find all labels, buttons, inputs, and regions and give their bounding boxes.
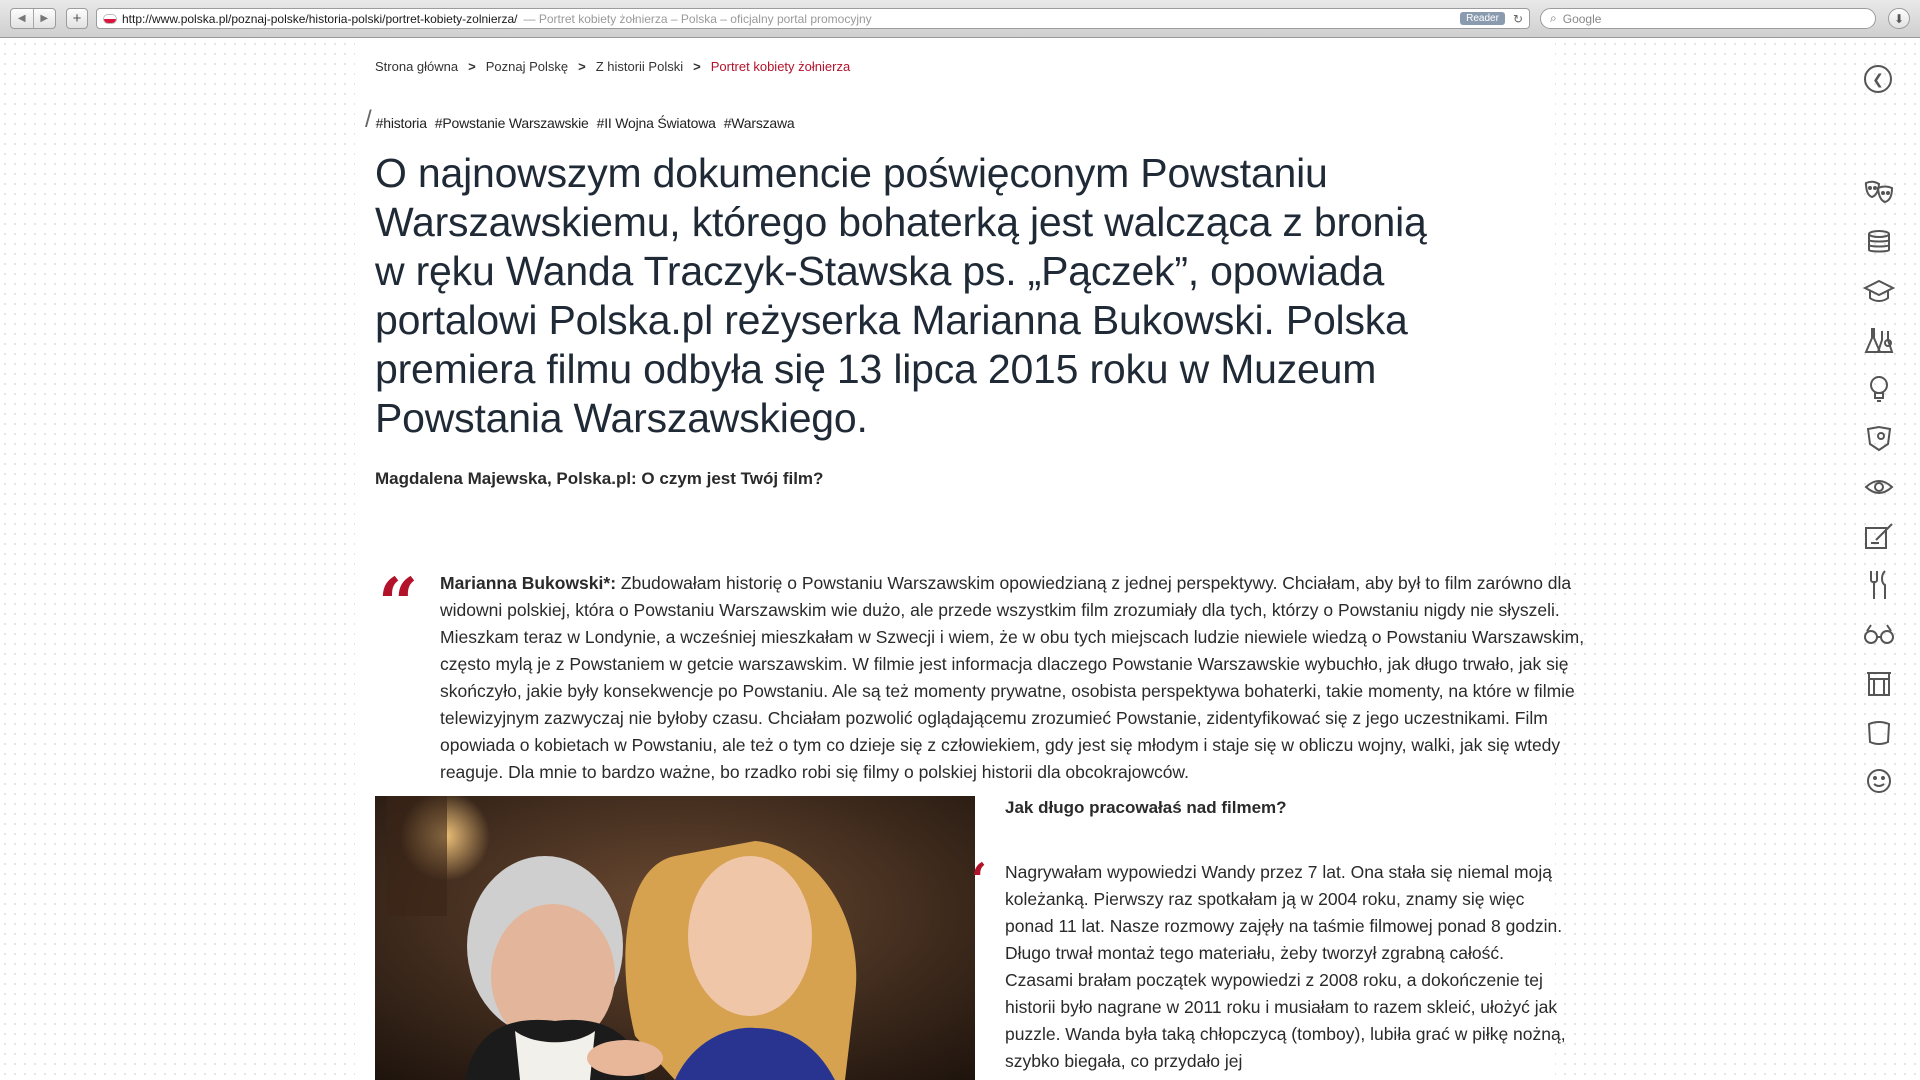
tag-historia[interactable]: #historia bbox=[375, 115, 427, 131]
breadcrumb-home[interactable]: Strona główna bbox=[375, 59, 459, 74]
graduation-cap-icon[interactable] bbox=[1862, 274, 1896, 308]
shopping-bag-icon[interactable] bbox=[1862, 715, 1896, 749]
quote-mark-small-icon: ‘ bbox=[971, 853, 988, 907]
reader-button[interactable]: Reader bbox=[1460, 12, 1505, 25]
arrow-left-icon: ◀ bbox=[17, 13, 26, 24]
url-text[interactable]: http://www.polska.pl/poznaj-polske/historia-polski/portret-kobiety-zolnierza/ bbox=[122, 11, 518, 26]
tag-divider-icon: / bbox=[365, 106, 372, 133]
category-sidebar bbox=[1856, 39, 1904, 1080]
page-title-text: — Portret kobiety żołnierza – Polska – oficjalny portal promocyjny bbox=[523, 11, 872, 26]
new-tab-button[interactable] bbox=[66, 8, 88, 29]
theater-masks-icon[interactable] bbox=[1862, 176, 1896, 210]
portrait-photo-illustration bbox=[375, 796, 975, 1080]
download-icon: ⬇ bbox=[1893, 11, 1905, 26]
science-flask-icon[interactable] bbox=[1862, 323, 1896, 357]
pencil-note-icon[interactable] bbox=[1862, 519, 1896, 553]
interview-answer-2: Nagrywałam wypowiedzi Wandy przez 7 lat. Ona stała się niemal moją koleżanką. Pierwszy raz spotkałam ją w 2004 roku, znamy się więc ponad 11 lat. Nasze rozmowy zajęły na taśmie filmowej ponad 8 godzin. Długo trwał montaż tego materiału, żeby tworzył zgrabną całość. Czasami brałam początek wypowiedzi z 2008 roku, a dokończenie tej historii było nagrane w 2011 roku i musiałam to razem skleić, ułożyć jak puzzle. Wanda była taką chłopczycą (tomboy), lubiła grać w piłkę nożną, szybko biegała, co przydało jej bbox=[1005, 862, 1566, 1071]
search-icon: ⌕ bbox=[1550, 11, 1557, 25]
building-icon[interactable] bbox=[1862, 666, 1896, 700]
tag-ii-wojna-swiatowa[interactable]: #II Wojna Światowa bbox=[596, 115, 716, 131]
quote-mark-icon: “ bbox=[378, 562, 419, 645]
tag-powstanie-warszawskie[interactable]: #Powstanie Warszawskie bbox=[434, 115, 589, 131]
article-headline: O najnowszym dokumencie poświęconym Powstaniu Warszawskiemu, którego bohaterką jest walcząca z bronią w ręku Wanda Traczyk-Stawska ps. „Pączek”, opowiada portalowi Polska.pl reżyserka Marianna Bukowski. Polska premiera filmu odbyła się 13 lipca 2015 roku w Muzeum Powstania Warszawskiego. bbox=[375, 150, 1427, 441]
lightbulb-icon[interactable] bbox=[1862, 372, 1896, 406]
history-nav bbox=[10, 8, 56, 29]
downloads-button[interactable] bbox=[1888, 8, 1910, 29]
breadcrumb-separator: > bbox=[693, 59, 701, 74]
reload-icon[interactable]: ↻ bbox=[1512, 11, 1523, 26]
tag-list bbox=[365, 106, 795, 135]
article-photo bbox=[375, 796, 975, 1080]
browser-toolbar bbox=[0, 0, 1920, 38]
fork-knife-icon[interactable] bbox=[1862, 568, 1896, 602]
polish-flag-favicon-icon bbox=[103, 14, 117, 24]
breadcrumb-separator: > bbox=[578, 59, 586, 74]
interview-question-1: Magdalena Majewska, Polska.pl: O czym jest Twój film? bbox=[375, 469, 824, 488]
answer-speaker: Marianna Bukowski*: bbox=[440, 573, 617, 593]
breadcrumb-poznaj-polske[interactable]: Poznaj Polskę bbox=[485, 59, 569, 74]
address-bar[interactable] bbox=[96, 8, 1530, 29]
breadcrumb-z-historii-polski[interactable]: Z historii Polski bbox=[595, 59, 684, 74]
tag-warszawa[interactable]: #Warszawa bbox=[723, 115, 795, 131]
interview-question-2: Jak długo pracowałaś nad filmem? bbox=[1005, 798, 1287, 817]
page-viewport bbox=[0, 39, 1920, 1080]
plus-icon: + bbox=[72, 10, 82, 27]
back-button[interactable] bbox=[11, 9, 33, 28]
glasses-icon[interactable] bbox=[1862, 617, 1896, 651]
coins-icon[interactable] bbox=[1862, 225, 1896, 259]
back-icon[interactable]: ❮ bbox=[1864, 65, 1892, 93]
breadcrumb-separator: > bbox=[468, 59, 476, 74]
smiley-icon[interactable] bbox=[1862, 764, 1896, 798]
forward-button[interactable] bbox=[33, 9, 56, 28]
interview-answer-1 bbox=[440, 570, 1610, 786]
article-container bbox=[355, 39, 1585, 1080]
eye-icon[interactable] bbox=[1862, 470, 1896, 504]
breadcrumb-current: Portret kobiety żołnierza bbox=[710, 59, 851, 74]
answer-1-text: Zbudowałam historię o Powstaniu Warszawskim opowiedzianą z jednej perspektywy. Chciałam, aby był to film zarówno dla widowni polskiej, która o Powstaniu Warszawskim wie dużo, ale przede wszystkim film zrozumiały dla tych, którzy o Powstaniu nigdy nie słyszeli. Mieszkam teraz w Londynie, a wcześniej mieszkałam w Szwecji i wiem, że w obu tych miejscach ludzie niewiele wiedzą o Powstaniu Warszawskim, często mylą je z Powstaniem w getcie warszawskim. W filmie jest informacja dlaczego Powstanie Warszawskie wybuchło, jak długo trwało, jak się skończyło, jakie były konsekwencje po Powstaniu. Ale są też momenty prywatne, osobista perspektywa bohaterki, takie momenty, na które w filmie telewizyjnym zazwyczaj nie byłoby czasu. Chciałam pozwolić oglądającemu zrozumieć Powstanie, zidentyfikować się z jego uczestnikami. Film opowiada o kobietach w Powstaniu, ale też o tym co dzieje się z człowiekiem, gdy jest się młodym i staje się w obliczu wojny, walki, jak się wtedy reaguje. Dla mnie to bardzo ważne, bo rzadko robi się filmy o polskiej historii dla obcokrajowców. bbox=[440, 573, 1585, 782]
search-input[interactable]: Google bbox=[1562, 11, 1602, 26]
search-bar[interactable] bbox=[1540, 8, 1876, 29]
breadcrumb bbox=[375, 59, 850, 74]
shield-pin-icon[interactable] bbox=[1862, 421, 1896, 455]
arrow-right-icon: ▶ bbox=[40, 13, 49, 24]
